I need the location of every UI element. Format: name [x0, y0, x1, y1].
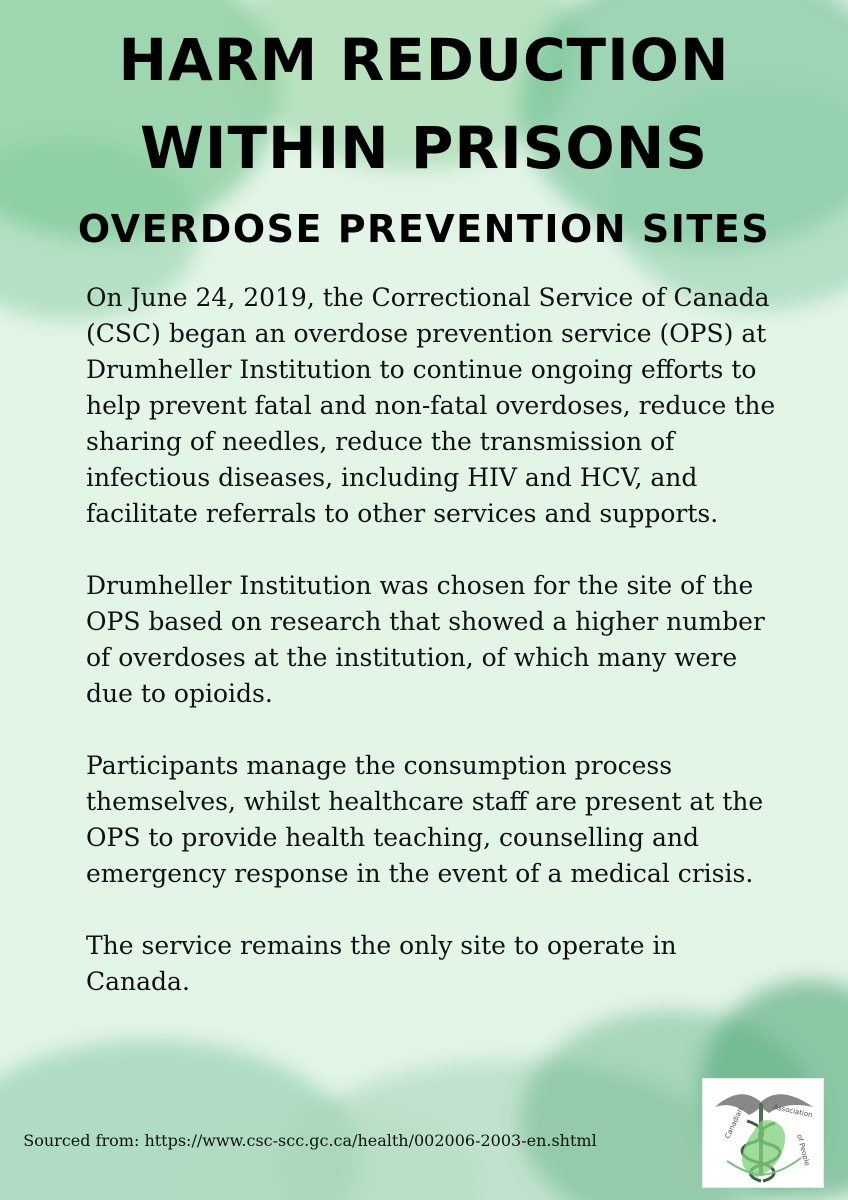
paragraph-3: Participants manage the consumption process themselves, whilst healthcare staff are present at the OPS to provide health teaching, counselling and emergency response in the event of a medical crisis. — [86, 751, 764, 888]
caduceus-logo-icon — [703, 1079, 824, 1188]
paragraph-1: On June 24, 2019, the Correctional Service of Canada (CSC) began an overdose prevention service (OPS) at Drumheller Institution to continue ongoing efforts to help prevent fatal and non-fatal overdoses, reduce the sharing of needles, reduce the transmission of infectious diseases, including HIV and HCV, and facilitate referrals to other services and supports. — [86, 283, 776, 528]
subtitle: OVERDOSE PREVENTION SITES — [77, 207, 771, 251]
logo-text-right: of People — [795, 1133, 812, 1167]
organization-logo — [702, 1078, 824, 1188]
logo-text-left: Canadian — [723, 1106, 745, 1140]
paragraph-2: Drumheller Institution was chosen for the site of the OPS based on research that showed a higher number of overdoses at the institution, of which many were due to opioids. — [86, 571, 765, 708]
title-line-1: HARM REDUCTION — [118, 26, 730, 94]
source-citation: Sourced from: https://www.csc-scc.gc.ca/health/002006-2003-en.shtml — [23, 1131, 597, 1150]
body-text — [86, 280, 776, 1000]
title-line-2: WITHIN PRISONS — [139, 114, 709, 182]
paragraph-4: The service remains the only site to operate in Canada. — [86, 931, 677, 996]
logo-text-top: Association — [772, 1103, 814, 1120]
